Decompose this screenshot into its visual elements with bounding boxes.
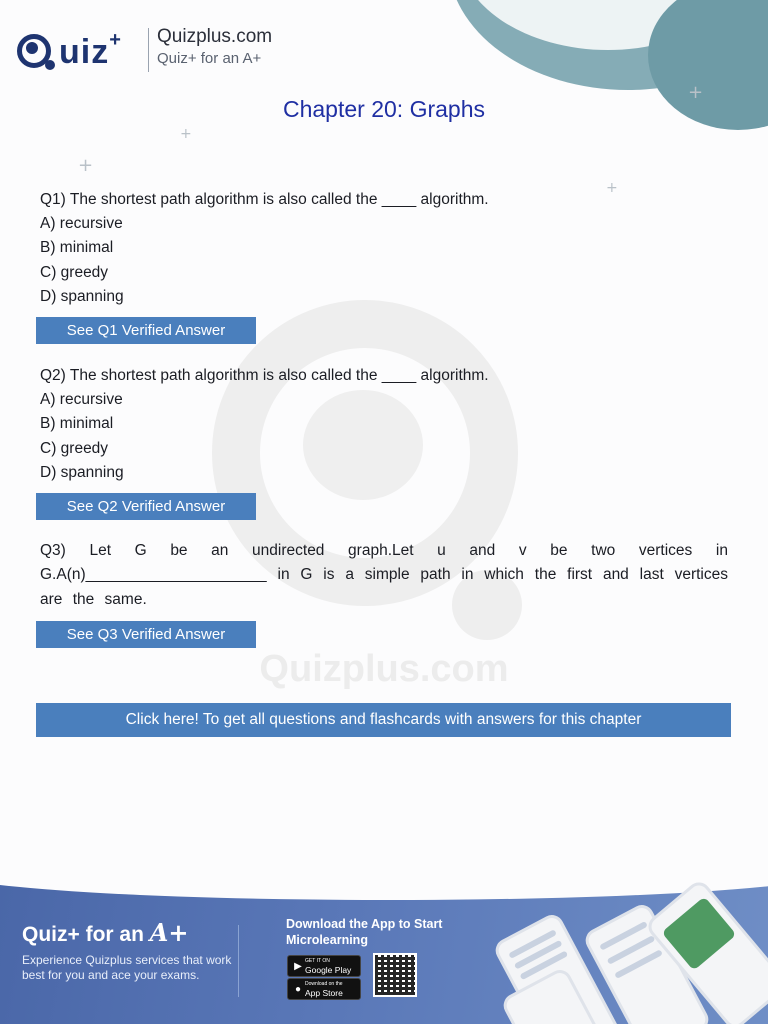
see-q3-answer-button[interactable]: See Q3 Verified Answer: [36, 621, 256, 648]
google-play-small: GET IT ON: [305, 958, 330, 964]
question-block-q2: [40, 364, 728, 485]
answer-option: A) recursive: [40, 215, 123, 232]
logo-plus: +: [109, 28, 121, 51]
google-play-label: [305, 957, 351, 975]
see-q1-answer-button[interactable]: See Q1 Verified Answer: [36, 317, 256, 344]
question-text: Q1) The shortest path algorithm is also called the ____ algorithm.: [40, 191, 489, 208]
plus-decoration-icon: +: [180, 126, 192, 142]
footer-subtext: Experience Quizplus services that work best for you and ace your exams.: [22, 953, 232, 982]
app-store-text: App Store: [305, 988, 343, 998]
question-block-q1: [40, 188, 728, 309]
site-name[interactable]: Quizplus.com: [157, 26, 273, 47]
answer-option: B) minimal: [40, 239, 114, 257]
answer-option: D) spanning: [40, 463, 124, 481]
logo-text: uiz: [59, 32, 110, 71]
site-tagline: Quiz+ for an A+: [157, 50, 262, 67]
app-store-button[interactable]: [287, 978, 361, 1000]
app-store-small: Download on the: [305, 981, 343, 987]
plus-decoration-icon: +: [688, 82, 704, 103]
answer-option: C) greedy: [40, 439, 109, 457]
footer-headline-text: Quiz+ for an: [22, 923, 150, 946]
footer-headline: [22, 918, 189, 947]
logo-divider: [148, 28, 149, 72]
qr-code-icon[interactable]: [373, 953, 417, 997]
answer-option: A) recursive: [40, 391, 123, 408]
question-block-q3: [40, 539, 728, 612]
see-q2-answer-button[interactable]: See Q2 Verified Answer: [36, 493, 256, 520]
google-play-text: Google Play: [305, 965, 352, 975]
answer-option: B) minimal: [40, 415, 114, 433]
question-text: Q2) The shortest path algorithm is also called the ____ algorithm.: [40, 367, 489, 384]
quizplus-logo[interactable]: [17, 28, 121, 76]
all-questions-cta-button[interactable]: Click here! To get all questions and flashcards with answers for this chapter: [36, 703, 731, 737]
footer-download-text: Download the App to Start Microlearning: [286, 917, 443, 947]
question-text: Q3) Let G be an undirected graph.Let u and v be two vertices in G.A(n)_____________________ in G is a simple path in which the first and last vertices are the same.: [40, 542, 728, 608]
google-play-icon: ▶: [294, 960, 302, 972]
footer-divider: [238, 925, 239, 997]
answer-option: C) greedy: [40, 263, 109, 281]
footer-banner: [0, 880, 768, 1024]
app-store-label: [305, 980, 343, 998]
plus-decoration-icon: +: [606, 180, 618, 196]
watermark-text: Quizplus.com: [259, 648, 509, 690]
page-title: Chapter 20: Graphs: [282, 96, 485, 122]
quizplus-logo-icon: [17, 30, 61, 74]
footer-headline-aplus: A+: [149, 918, 189, 947]
plus-decoration-icon: +: [78, 155, 94, 176]
google-play-button[interactable]: [287, 955, 361, 977]
apple-icon: ●: [294, 983, 302, 995]
answer-option: D) spanning: [40, 287, 124, 305]
